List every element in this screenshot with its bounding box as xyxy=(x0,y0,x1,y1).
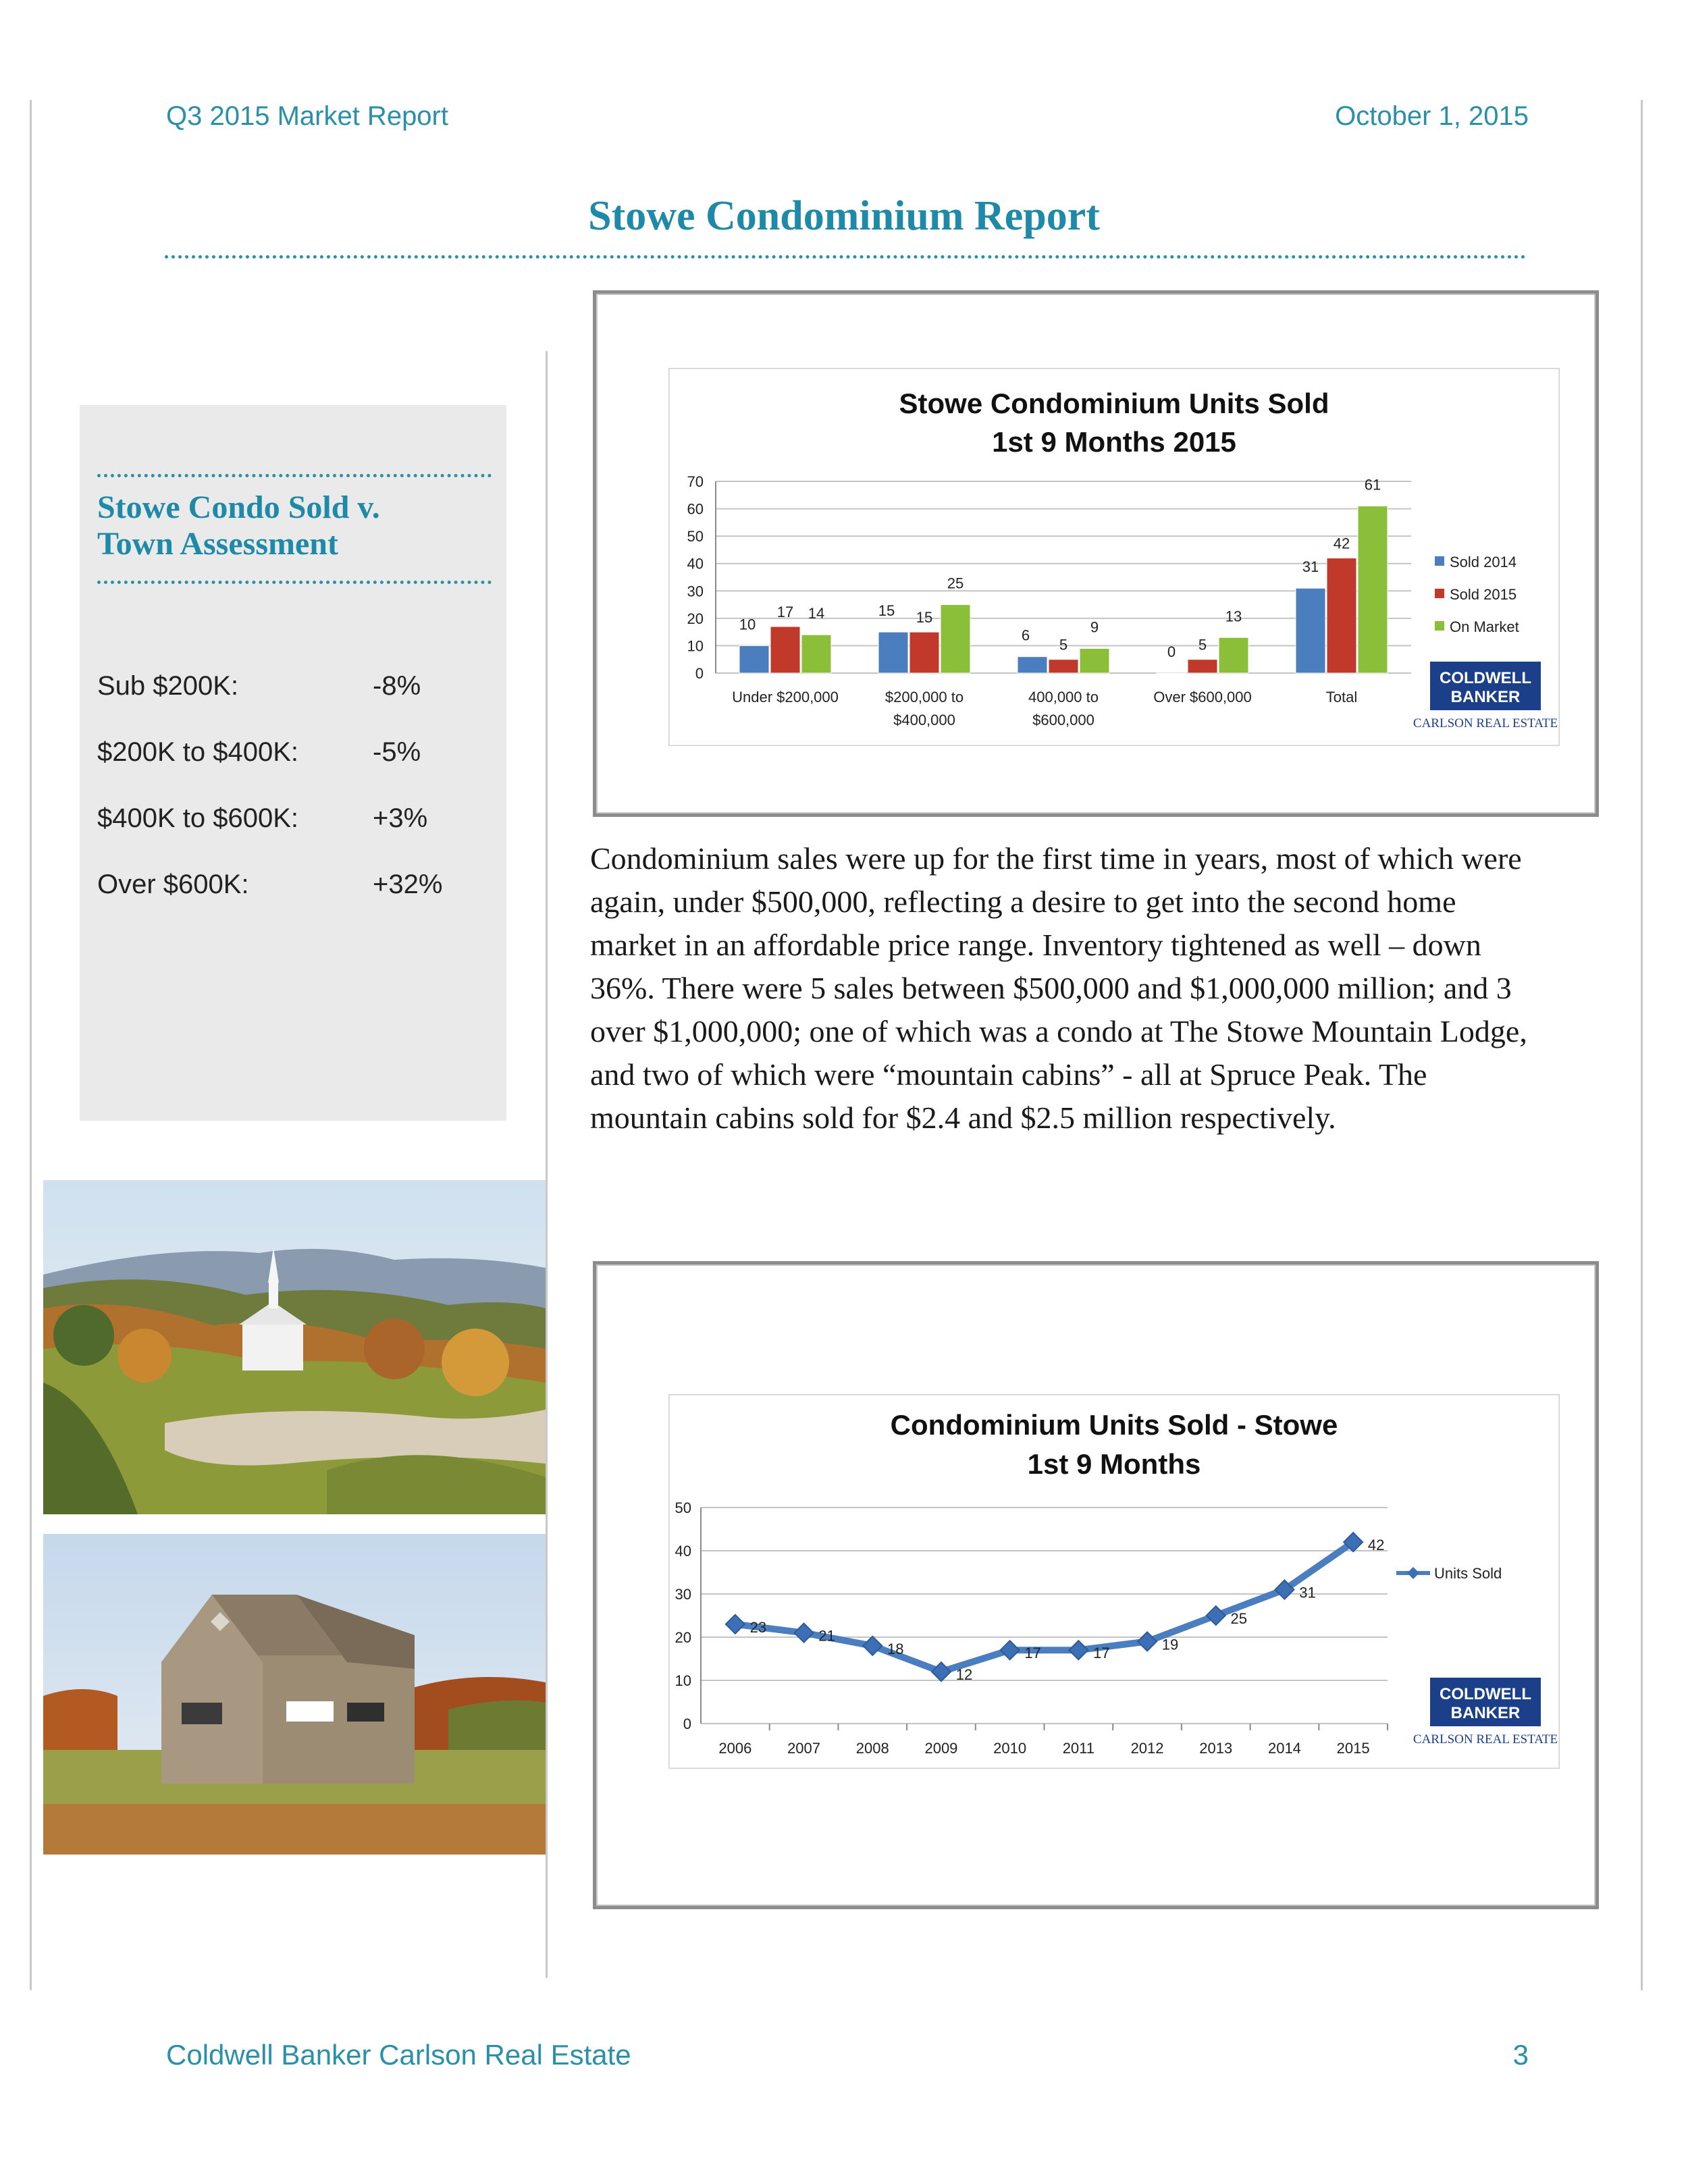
line-chart-category-label: 2014 xyxy=(1267,1740,1301,1757)
bar-chart-data-label: 9 xyxy=(1090,618,1099,636)
assessment-value-200k-400k: -5% xyxy=(373,737,421,767)
bar-chart-category-label: Total xyxy=(1325,689,1358,705)
bar-chart xyxy=(668,368,1560,746)
bar-chart-bar xyxy=(909,632,939,673)
assessment-value-400k-600k: +3% xyxy=(373,803,428,833)
column-divider xyxy=(546,351,548,1978)
bar-chart-category-label: 400,000 to xyxy=(1028,689,1099,705)
photo-barn xyxy=(43,1534,546,1855)
photo-church-illustration xyxy=(43,1180,546,1514)
bar-chart-ytick-label: 60 xyxy=(687,500,704,518)
line-chart-category-label: 2011 xyxy=(1062,1740,1095,1757)
bar-chart-data-label: 5 xyxy=(1198,636,1207,654)
bar-chart-legend-label: Sold 2014 xyxy=(1450,554,1517,570)
line-chart-category-label: 2010 xyxy=(993,1740,1027,1757)
bar-chart-bar xyxy=(1018,657,1047,673)
report-date: October 1, 2015 xyxy=(1335,101,1529,131)
bar-chart-data-label: 5 xyxy=(1059,636,1068,654)
assessment-label-sub200k: Sub $200K: xyxy=(97,671,239,701)
footer-company: Coldwell Banker Carlson Real Estate xyxy=(166,2039,631,2071)
report-label: Q3 2015 Market Report xyxy=(166,101,448,131)
bar-chart-subtitle: 1st 9 Months 2015 xyxy=(992,426,1236,458)
bar-chart-category-label: Over $600,000 xyxy=(1153,689,1252,705)
bar-chart-data-label: 61 xyxy=(1364,476,1381,494)
market-commentary xyxy=(590,837,1535,1140)
sidebar-heading-line2: Town Assessment xyxy=(97,526,338,562)
bar-chart-bar xyxy=(1219,637,1248,673)
bar-chart-ytick-label: 30 xyxy=(687,583,704,600)
bar-chart-data-label: 42 xyxy=(1333,535,1350,552)
line-chart-ytick-label: 0 xyxy=(683,1715,691,1732)
bar-chart-ytick-label: 70 xyxy=(687,473,704,490)
assessment-label-200k-400k: $200K to $400K: xyxy=(97,737,299,767)
line-chart-category-label: 2006 xyxy=(718,1740,752,1757)
line-chart-data-label: 17 xyxy=(1093,1645,1110,1662)
page-title: Stowe Condominium Report xyxy=(588,193,1100,239)
assessment-value-sub200k: -8% xyxy=(373,671,421,701)
line-chart-category-label: 2013 xyxy=(1199,1740,1233,1757)
line-chart xyxy=(668,1394,1560,1769)
line-chart-category-label: 2007 xyxy=(787,1740,821,1757)
bar-chart-title: Stowe Condominium Units Sold xyxy=(899,388,1329,419)
line-chart-logo-line1: COLDWELL xyxy=(1440,1685,1531,1703)
title-divider xyxy=(165,255,1526,259)
bar-chart-legend-label: Sold 2015 xyxy=(1450,586,1517,603)
line-chart-ytick-label: 10 xyxy=(675,1672,691,1689)
bar-chart-bar xyxy=(1080,648,1109,673)
line-chart-data-label: 31 xyxy=(1299,1584,1316,1601)
line-chart-data-label: 21 xyxy=(818,1627,835,1645)
line-chart-ytick-label: 30 xyxy=(675,1586,691,1603)
bar-chart-data-label: 17 xyxy=(776,604,794,621)
market-commentary-text: Condominium sales were up for the first time in years, most of which were again, under $500,000, reflecting a desire to get into the second home market in an affordable price range. Inventory tightened as well – down 36%. There were 5 sales between $500,000 and $1,000,000 million; and 3 over $1,000,000; one of which was a condo at The Stowe Mountain Lodge, and two of which were “mountain cabins” - all at Spruce Peak. The mountain cabins sold for $2.4 and $2.5 million respectively. xyxy=(590,841,1527,1135)
line-chart-data-label: 12 xyxy=(955,1666,973,1684)
bar-chart-bar xyxy=(739,645,769,673)
line-chart-legend-label: Units Sold xyxy=(1434,1565,1502,1582)
bar-chart-ytick-label: 50 xyxy=(687,528,704,545)
bar-chart-bar xyxy=(878,632,908,673)
bar-chart-data-label: 15 xyxy=(916,609,933,627)
bar-chart-data-label: 10 xyxy=(739,616,756,633)
line-chart-category-label: 2008 xyxy=(855,1740,889,1757)
bar-chart-bar xyxy=(770,627,800,673)
footer-page-number: 3 xyxy=(1512,2039,1529,2071)
line-chart-logo-line3: CARLSON REAL ESTATE xyxy=(1413,1732,1558,1747)
bar-chart-data-label: 0 xyxy=(1167,643,1176,660)
bar-chart-data-label: 13 xyxy=(1225,608,1242,625)
photo-stowe-church xyxy=(43,1180,546,1514)
bar-chart-bar xyxy=(801,635,831,673)
bar-chart-bar xyxy=(1049,660,1078,673)
assessment-label-400k-600k: $400K to $600K: xyxy=(97,803,299,833)
sidebar-divider-bottom xyxy=(97,581,492,584)
bar-chart-legend-swatch xyxy=(1435,556,1444,566)
page-border-left xyxy=(30,100,32,1990)
sidebar-divider-top xyxy=(97,474,492,477)
line-chart-data-label: 18 xyxy=(887,1640,904,1657)
bar-chart-legend-swatch xyxy=(1435,621,1444,631)
bar-chart-logo-line1: COLDWELL xyxy=(1440,669,1531,687)
bar-chart-bar xyxy=(1157,673,1186,674)
line-chart-data-label: 23 xyxy=(749,1618,767,1636)
bar-chart-bar xyxy=(1327,558,1356,673)
bar-chart-category-label: $400,000 xyxy=(893,712,955,728)
bar-chart-category-label: $200,000 to xyxy=(885,689,964,705)
assessment-value-over600k: +32% xyxy=(373,870,443,899)
line-chart-data-label: 19 xyxy=(1161,1636,1179,1653)
bar-chart-data-label: 14 xyxy=(808,605,825,622)
bar-chart-legend-swatch xyxy=(1435,589,1444,598)
assessment-label-over600k: Over $600K: xyxy=(97,870,249,899)
line-chart-data-label: 17 xyxy=(1024,1645,1041,1662)
bar-chart-category-label: $600,000 xyxy=(1032,712,1094,728)
bar-chart-data-label: 6 xyxy=(1021,627,1030,644)
photo-barn-illustration xyxy=(43,1534,546,1855)
line-chart-logo xyxy=(1413,1678,1558,1747)
line-chart-ytick-label: 40 xyxy=(675,1543,691,1560)
line-chart-category-label: 2012 xyxy=(1130,1740,1164,1757)
line-chart-data-label: 25 xyxy=(1230,1610,1247,1627)
bar-chart-bar xyxy=(1358,506,1388,673)
bar-chart-bar xyxy=(1296,588,1325,673)
bar-chart-data-label: 31 xyxy=(1302,558,1319,576)
line-chart-data-label: 42 xyxy=(1367,1537,1385,1554)
line-chart-logo-line2: BANKER xyxy=(1450,1704,1521,1722)
bar-chart-data-label: 15 xyxy=(878,602,895,620)
bar-chart-ytick-label: 10 xyxy=(687,637,704,655)
line-chart-category-label: 2015 xyxy=(1336,1740,1370,1757)
bar-chart-legend-label: On Market xyxy=(1450,618,1519,635)
bar-chart-ytick-label: 0 xyxy=(695,665,704,682)
bar-chart-ytick-label: 20 xyxy=(687,610,704,627)
bar-chart-logo-line2: BANKER xyxy=(1450,688,1521,706)
bar-chart-category-label: Under $200,000 xyxy=(732,689,839,705)
bar-chart-bar xyxy=(1188,660,1217,673)
line-chart-ytick-label: 20 xyxy=(675,1629,691,1646)
bar-chart-data-label: 25 xyxy=(947,575,964,592)
page-border-right xyxy=(1641,100,1643,1990)
sidebar-heading-line1: Stowe Condo Sold v. xyxy=(97,489,380,525)
bar-chart-bar xyxy=(941,605,970,673)
bar-chart-logo-line3: CARLSON REAL ESTATE xyxy=(1413,716,1558,730)
sidebar-heading xyxy=(97,489,502,562)
bar-chart-logo xyxy=(1413,662,1558,730)
line-chart-category-label: 2009 xyxy=(924,1740,958,1757)
bar-chart-ytick-label: 40 xyxy=(687,555,704,572)
line-chart-subtitle: 1st 9 Months xyxy=(1027,1448,1201,1480)
line-chart-title: Condominium Units Sold - Stowe xyxy=(890,1409,1338,1441)
line-chart-ytick-label: 50 xyxy=(675,1499,691,1516)
